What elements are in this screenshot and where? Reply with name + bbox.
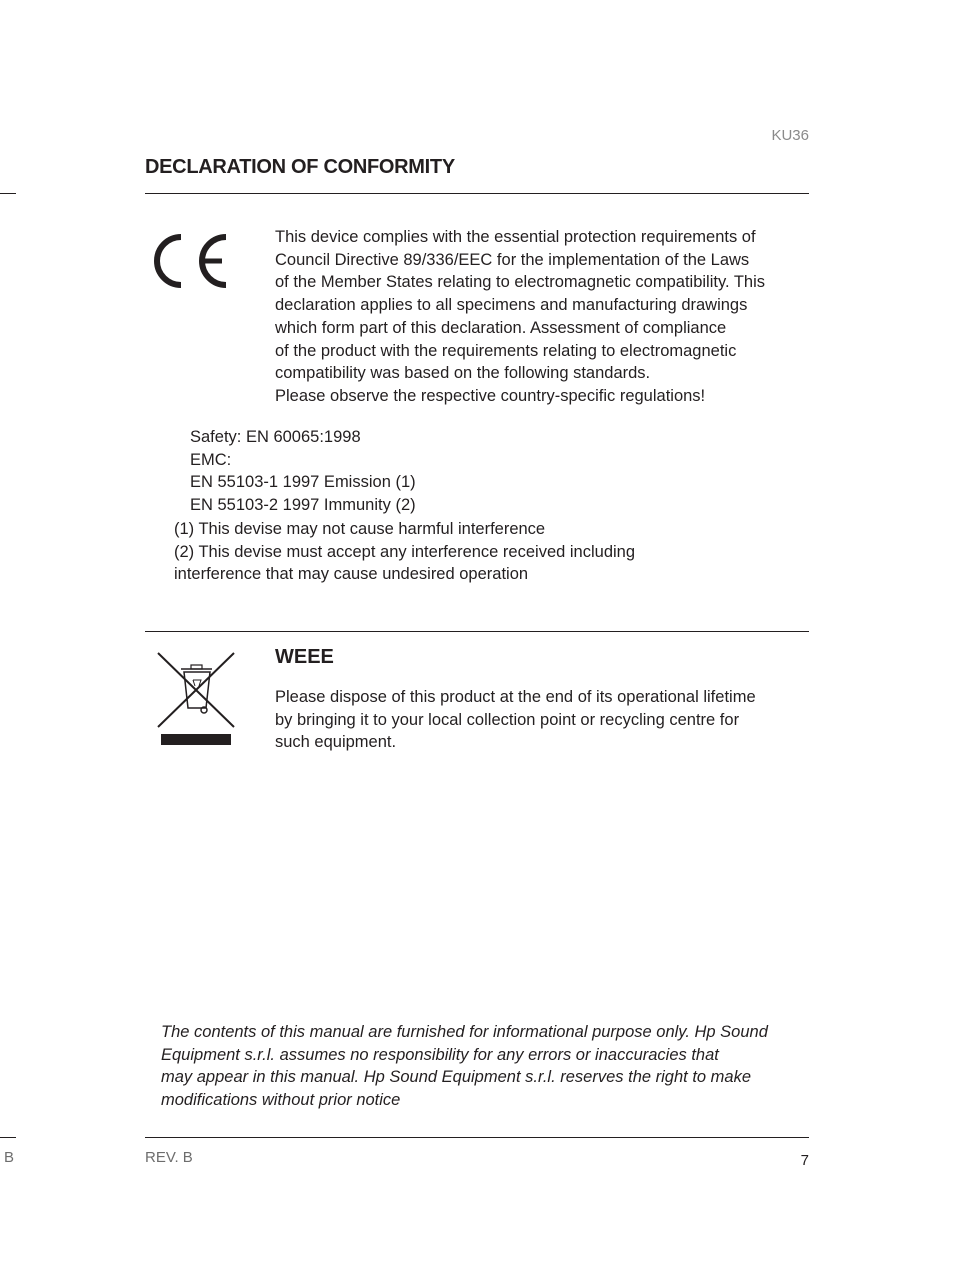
standard-item: EMC: — [190, 450, 232, 469]
paragraph-line: Please dispose of this product at the end of its operational lifetime — [275, 688, 756, 706]
note-line: (1) This devise may not cause harmful interference — [174, 520, 546, 538]
standard-item: EN 55103-2 1997 Immunity (2) — [190, 496, 416, 515]
ce-mark-icon — [150, 232, 232, 290]
disclaimer-line: may appear in this manual. Hp Sound Equipment s.r.l. reserves the right to make — [161, 1068, 752, 1087]
footer-divider — [145, 1137, 809, 1138]
standards-notes — [174, 518, 635, 586]
disclaimer-line: Equipment s.r.l. assumes no responsibility for any errors or inaccuracies that — [161, 1045, 719, 1064]
margin-tick-bottom — [0, 1137, 16, 1138]
section-divider — [145, 631, 809, 632]
disclaimer — [161, 1021, 801, 1112]
paragraph-line: compatibility was based on the following standards. — [275, 364, 651, 383]
page-title: DECLARATION OF CONFORMITY — [145, 156, 455, 178]
margin-tick-top — [0, 193, 16, 194]
conformity-paragraph — [275, 226, 805, 408]
paragraph-line: by bringing it to your local collection point or recycling centre for — [275, 710, 740, 729]
paragraph-line: such equipment. — [275, 733, 397, 752]
paragraph-line: of the Member States relating to electromagnetic compatibility. This — [275, 273, 766, 292]
paragraph-line: This device complies with the essential protection requirements of — [275, 228, 756, 246]
note-line: interference that may cause undesired operation — [174, 565, 529, 584]
crossed-out-wheelie-bin-icon — [155, 650, 237, 746]
paragraph-line: Please observe the respective country-specific regulations! — [275, 386, 706, 405]
standard-item: EN 55103-1 1997 Emission (1) — [190, 473, 416, 492]
revision-label: REV. B — [145, 1149, 193, 1166]
paragraph-line: Council Directive 89/336/EEC for the implementation of the Laws — [275, 250, 750, 269]
disclaimer-line: The contents of this manual are furnished for informational purpose only. Hp Sound — [161, 1023, 768, 1041]
paragraph-line: of the product with the requirements relating to electromagnetic — [275, 341, 737, 360]
side-mark: B — [4, 1149, 15, 1166]
standards-list — [190, 426, 416, 517]
disclaimer-line: modifications without prior notice — [161, 1091, 401, 1110]
standard-item: Safety: EN 60065:1998 — [190, 428, 361, 446]
title-divider — [145, 193, 809, 194]
weee-paragraph — [275, 686, 805, 754]
weee-heading: WEEE — [275, 646, 334, 668]
model-code: KU36 — [771, 127, 809, 144]
page-number: 7 — [800, 1152, 809, 1169]
note-line: (2) This devise must accept any interference received including — [174, 542, 636, 561]
paragraph-line: declaration applies to all specimens and manufacturing drawings — [275, 296, 748, 315]
paragraph-line: which form part of this declaration. Assessment of compliance — [275, 318, 727, 337]
